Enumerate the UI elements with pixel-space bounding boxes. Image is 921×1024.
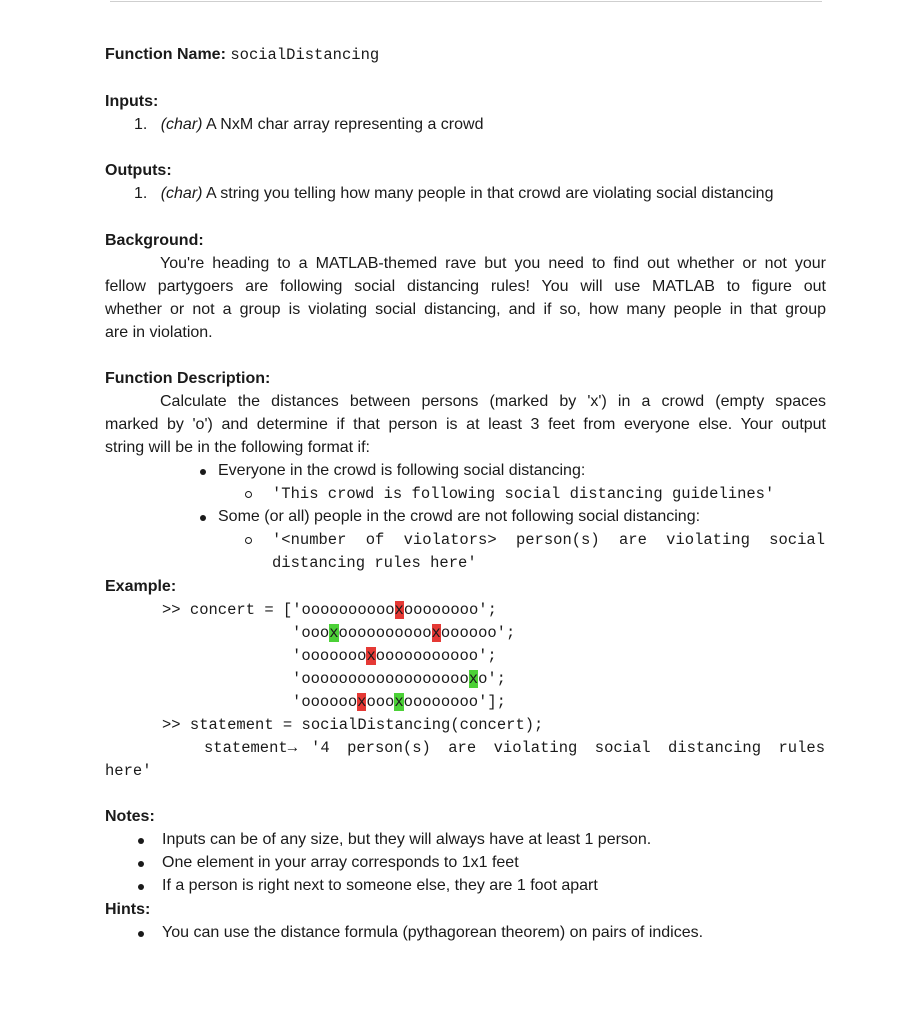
inputs-item-type: (char) (160, 116, 203, 133)
example-result-line (204, 739, 825, 757)
violator-mark: x (394, 601, 404, 619)
bullet-icon (200, 469, 206, 475)
outputs-item-text: A string you telling how many people in that crowd are violating social distancing (206, 185, 774, 202)
notes-item: One element in your array corresponds to 1x1 feet (162, 854, 519, 871)
description-sub-1: 'This crowd is following social distancing guidelines' (272, 485, 775, 503)
function-name-value: socialDistancing (230, 46, 380, 64)
violator-mark: x (357, 693, 367, 711)
description-heading: Function Description: (105, 370, 271, 387)
inputs-item-number: 1. (134, 116, 148, 133)
function-name-line (105, 46, 379, 64)
notes-heading: Notes: (105, 808, 155, 825)
crowd-segment: ooo (301, 624, 330, 642)
description-bullet-2: Some (or all) people in the crowd are not following social distancing: (218, 508, 701, 525)
compliant-mark: x (394, 693, 404, 711)
crowd-quote: ' (292, 624, 302, 642)
background-line-4: are in violation. (105, 324, 213, 341)
inputs-heading: Inputs: (105, 93, 159, 110)
crowd-segment: oooooooo'; (403, 601, 497, 619)
bullet-icon (200, 515, 206, 521)
example-result-label: statement (204, 739, 288, 757)
background-line-2: fellow partygoers are following social distancing rules! You will use MATLAB to figure out (105, 278, 826, 295)
crowd-segment: o'; (478, 670, 506, 688)
compliant-mark: x (329, 624, 339, 642)
inputs-item-text: A NxM char array representing a crowd (206, 116, 484, 133)
description-sub-2-line-2: distancing rules here' (272, 554, 477, 572)
outputs-item (134, 185, 773, 203)
background-line-3: whether or not a group is violating social distancing, and if so, how many people in that group (105, 301, 826, 318)
crowd-quote: ' (292, 647, 302, 665)
outputs-heading: Outputs: (105, 162, 172, 179)
violator-mark: x (431, 624, 441, 642)
example-statement-command: >> statement = socialDistancing(concert); (162, 716, 544, 734)
example-result-text: '4 person(s) are violating social distancing rules (311, 739, 825, 757)
description-sub-2-line-1: '<number of violators> person(s) are violating social (272, 531, 825, 549)
example-row-2 (292, 624, 515, 642)
crowd-segment: oooooooooo (301, 601, 395, 619)
example-row-3 (292, 647, 497, 665)
function-name-label: Function Name: (105, 46, 226, 63)
top-divider (110, 1, 822, 2)
outputs-item-number: 1. (134, 185, 148, 202)
crowd-segment: oooooo (301, 693, 358, 711)
description-line-3: string will be in the following format if: (105, 439, 370, 456)
bullet-icon (138, 931, 144, 937)
hints-heading: Hints: (105, 901, 151, 918)
example-result-line-2: here' (105, 762, 152, 780)
example-row-5 (292, 693, 506, 711)
crowd-segment: ooooooooooo'; (375, 647, 497, 665)
crowd-segment: ooo (366, 693, 395, 711)
crowd-quote: ' (292, 670, 302, 688)
background-line-1: You're heading to a MATLAB-themed rave but you need to find out whether or not your (160, 255, 826, 272)
notes-item: Inputs can be of any size, but they will always have at least 1 person. (162, 831, 652, 848)
violator-mark: x (366, 647, 376, 665)
compliant-mark: x (468, 670, 479, 688)
description-line-2: marked by 'o') and determine if that person is at least 3 feet from everyone else. Your output (105, 416, 826, 433)
hints-item: You can use the distance formula (pythagorean theorem) on pairs of indices. (162, 924, 704, 941)
crowd-quote: ' (292, 693, 302, 711)
example-heading: Example: (105, 578, 177, 595)
description-bullet-1: Everyone in the crowd is following social distancing: (218, 462, 586, 479)
inputs-item (134, 116, 483, 134)
bullet-icon (138, 861, 144, 867)
example-row-4 (292, 670, 506, 688)
background-heading: Background: (105, 232, 204, 249)
crowd-segment: oooooooo']; (403, 693, 506, 711)
example-row-1 (162, 601, 497, 619)
crowd-segment: oooooooooooooooooo (301, 670, 469, 688)
example-prompt: >> concert = [' (162, 601, 302, 619)
description-line-1: Calculate the distances between persons (marked by 'x') in a crowd (empty spaces (160, 393, 826, 410)
crowd-segment: oooooo'; (440, 624, 516, 642)
crowd-segment: ooooooo (301, 647, 367, 665)
circle-bullet-icon (245, 537, 252, 544)
outputs-item-type: (char) (160, 185, 203, 202)
bullet-icon (138, 838, 144, 844)
bullet-icon (138, 884, 144, 890)
crowd-segment: oooooooooo (338, 624, 432, 642)
circle-bullet-icon (245, 491, 252, 498)
notes-item: If a person is right next to someone else, they are 1 foot apart (162, 877, 598, 894)
arrow-icon: → (287, 739, 298, 757)
